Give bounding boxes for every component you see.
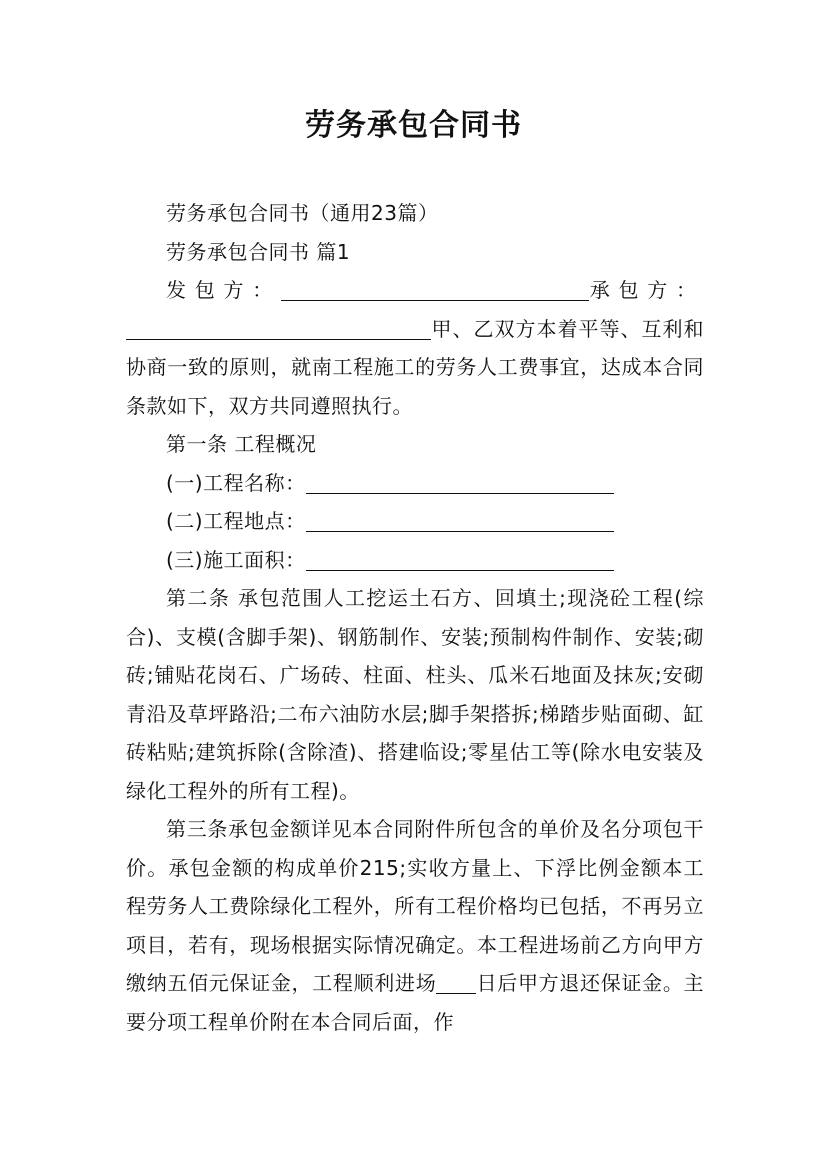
construction-area-label: (三)施工面积：	[166, 547, 306, 572]
document-body	[126, 194, 704, 1041]
article3-text-part2: 日后甲方退还保证金。主要分项工程单价附在本合同后面，作	[126, 971, 705, 1034]
document-subtitle: 劳务承包合同书（通用23篇）	[166, 201, 439, 225]
article1-title: 第一条 工程概况	[166, 432, 317, 456]
article3-text-part1: 第三条承包金额详见本合同附件所包含的单价及名分项包干价。承包金额的构成单价215;实收方量上、下浮比例金额本工程劳务人工费除绿化工程外，所有工程价格均已包括，不再另立项目，若有，现场根据实际情况确定。本工程进场前乙方向甲方缴纳五佰元保证金，工程顺利进场	[126, 817, 704, 995]
project-location-label: (二)工程地点：	[166, 509, 306, 533]
construction-area-line	[126, 541, 704, 580]
intro-text: 甲、乙双方本着平等、互利和协商一致的原则，就南工程施工的劳务人工费事宜，达成本合同条款如下，双方共同遵照执行。	[126, 316, 704, 418]
construction-area-blank	[306, 546, 614, 571]
party-a-blank	[281, 276, 589, 301]
project-name-blank	[306, 469, 614, 494]
project-name-line	[126, 464, 704, 503]
party-b-label: 承包方：	[589, 278, 704, 302]
section-heading: 劳务承包合同书 篇1	[166, 239, 351, 264]
project-location-line	[126, 502, 704, 541]
document-title: 劳务承包合同书	[305, 108, 522, 143]
article2-paragraph: 第二条 承包范围人工挖运土石方、回填土;现浇砼工程(综合)、支模(含脚手架)、钢筋制作、安装;预制构件制作、安装;砌砖;铺贴花岗石、广场砖、柱面、柱头、瓜米石地面及抹灰;安砌青沿及草坪路沿;二布六油防水层;脚手架搭拆;梯踏步贴面砌、缸砖粘贴;建筑拆除(含除渣)、搭建临设;零星估工等(除水电安装及绿化工程外的所有工程)。	[126, 586, 704, 803]
parties-paragraph	[126, 271, 704, 425]
party-a-label: 发包方：	[166, 278, 281, 302]
article3-paragraph	[126, 810, 704, 1041]
project-location-blank	[306, 507, 614, 532]
project-name-label: (一)工程名称：	[166, 470, 306, 495]
days-blank	[436, 969, 476, 994]
party-b-blank	[126, 315, 431, 340]
